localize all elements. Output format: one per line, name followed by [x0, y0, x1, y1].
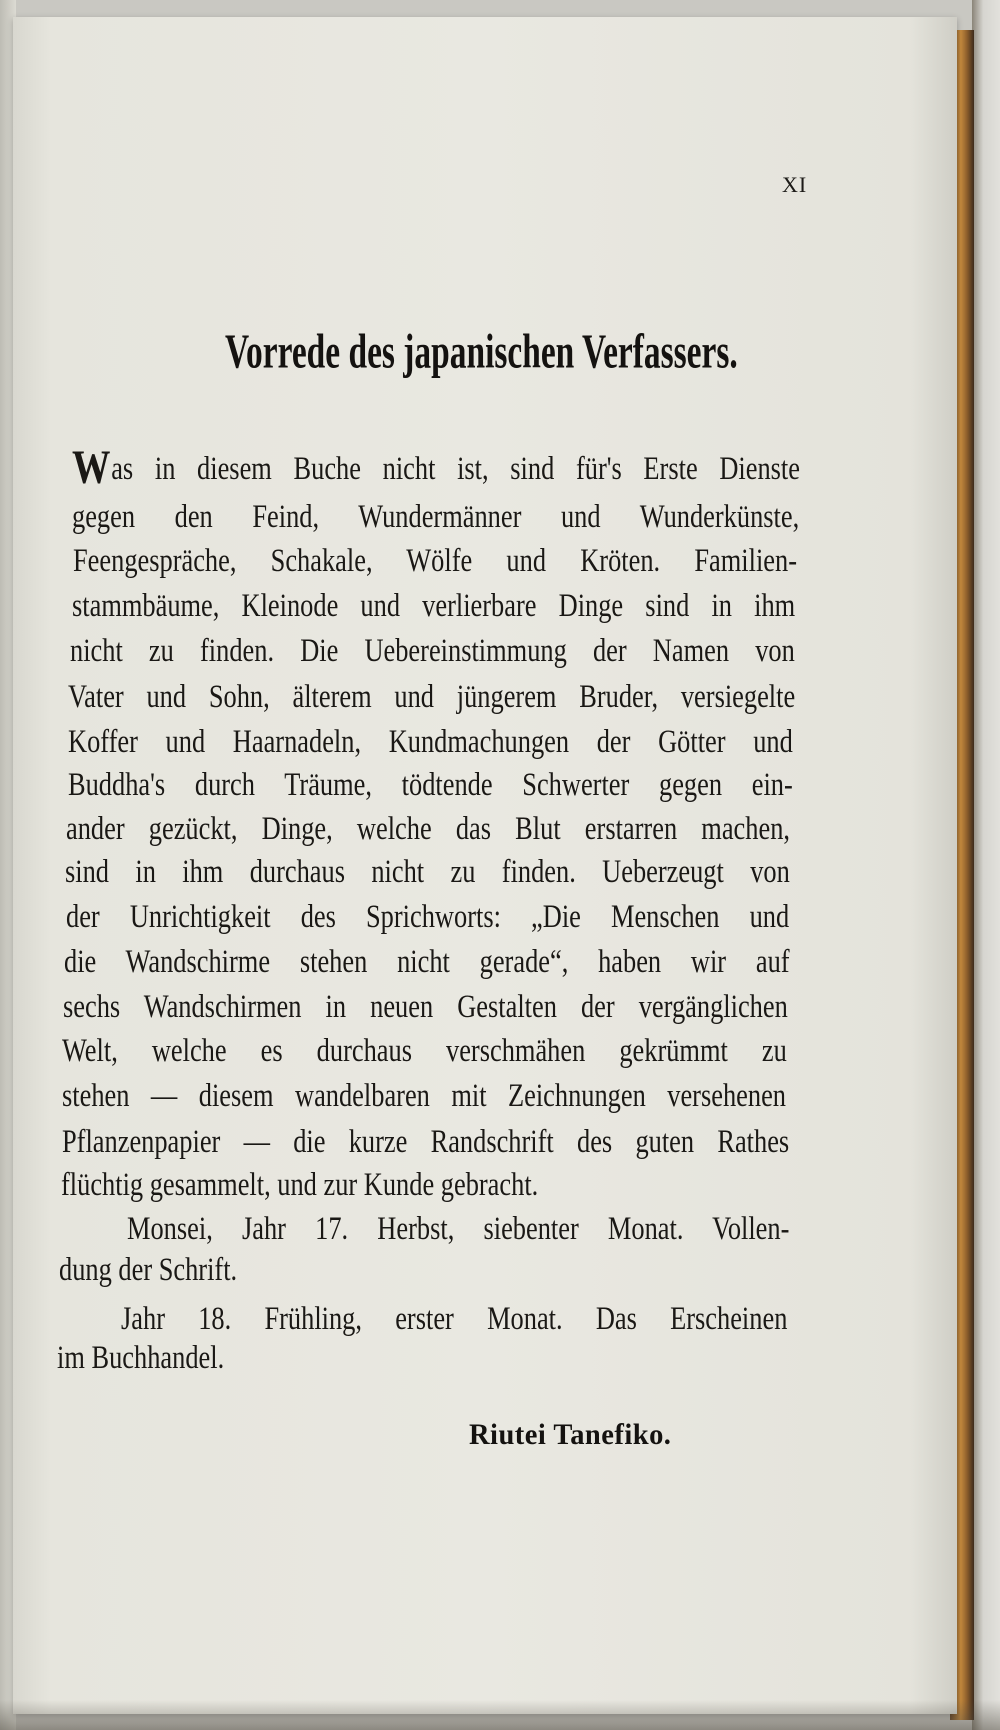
text-line: Welt, welche es durchaus verschmähen gekrümmt zu: [62, 1033, 787, 1069]
text-line: Jahr 18. Frühling, erster Monat. Das Erscheinen: [121, 1301, 788, 1337]
background: [972, 0, 1000, 1730]
text-line: sechs Wandschirmen in neuen Gestalten der vergänglichen: [63, 989, 788, 1025]
text-line: ander gezückt, Dinge, welche das Blut erstarren machen,: [66, 811, 790, 847]
text-line: Buddha's durch Träume, tödtende Schwerter gegen ein-: [68, 767, 793, 803]
text-line: Koffer und Haarnadeln, Kundmachungen der Götter und: [68, 724, 793, 760]
text-line: flüchtig gesammelt, und zur Kunde gebracht.: [61, 1167, 539, 1203]
text-line: Monsei, Jahr 17. Herbst, siebenter Monat. Vollen-: [127, 1211, 790, 1247]
text-line: Vater und Sohn, älterem und jüngerem Bruder, versiegelte: [68, 679, 796, 715]
text-line: sind in ihm durchaus nicht zu finden. Ueberzeugt von: [65, 854, 790, 890]
page-number: XI: [782, 172, 808, 197]
text-line: stammbäume, Kleinode und verlierbare Dinge sind in ihm: [72, 588, 796, 624]
author-signature: Riutei Tanefiko.: [469, 1418, 672, 1451]
text-line: stehen — diesem wandelbaren mit Zeichnungen versehenen: [62, 1078, 786, 1114]
text-line-rest: as in diesem Buche nicht ist, sind für's Erste Dienste: [111, 451, 800, 487]
text-line: Pflanzenpapier — die kurze Randschrift des guten Rathes: [62, 1124, 790, 1160]
text-line: dung der Schrift.: [59, 1252, 238, 1288]
text-line: die Wandschirme stehen nicht gerade“, haben wir auf: [64, 944, 790, 980]
text-line: Feengespräche, Schakale, Wölfe und Kröten. Familien-: [73, 543, 797, 579]
bottom-shadow: [0, 1700, 1000, 1730]
page-title: [144, 324, 738, 379]
text-line: gegen den Feind, Wundermänner und Wunderkünste,: [72, 499, 800, 535]
drop-cap: W: [72, 441, 111, 494]
text-line: nicht zu finden. Die Uebereinstimmung der Namen von: [70, 633, 795, 669]
text-line: der Unrichtigkeit des Sprichworts: „Die Menschen und: [66, 899, 790, 935]
text-line: im Buchhandel.: [57, 1340, 225, 1376]
title-text: Vorrede des japanischen Verfassers.: [224, 324, 738, 379]
text-line: [72, 441, 800, 494]
